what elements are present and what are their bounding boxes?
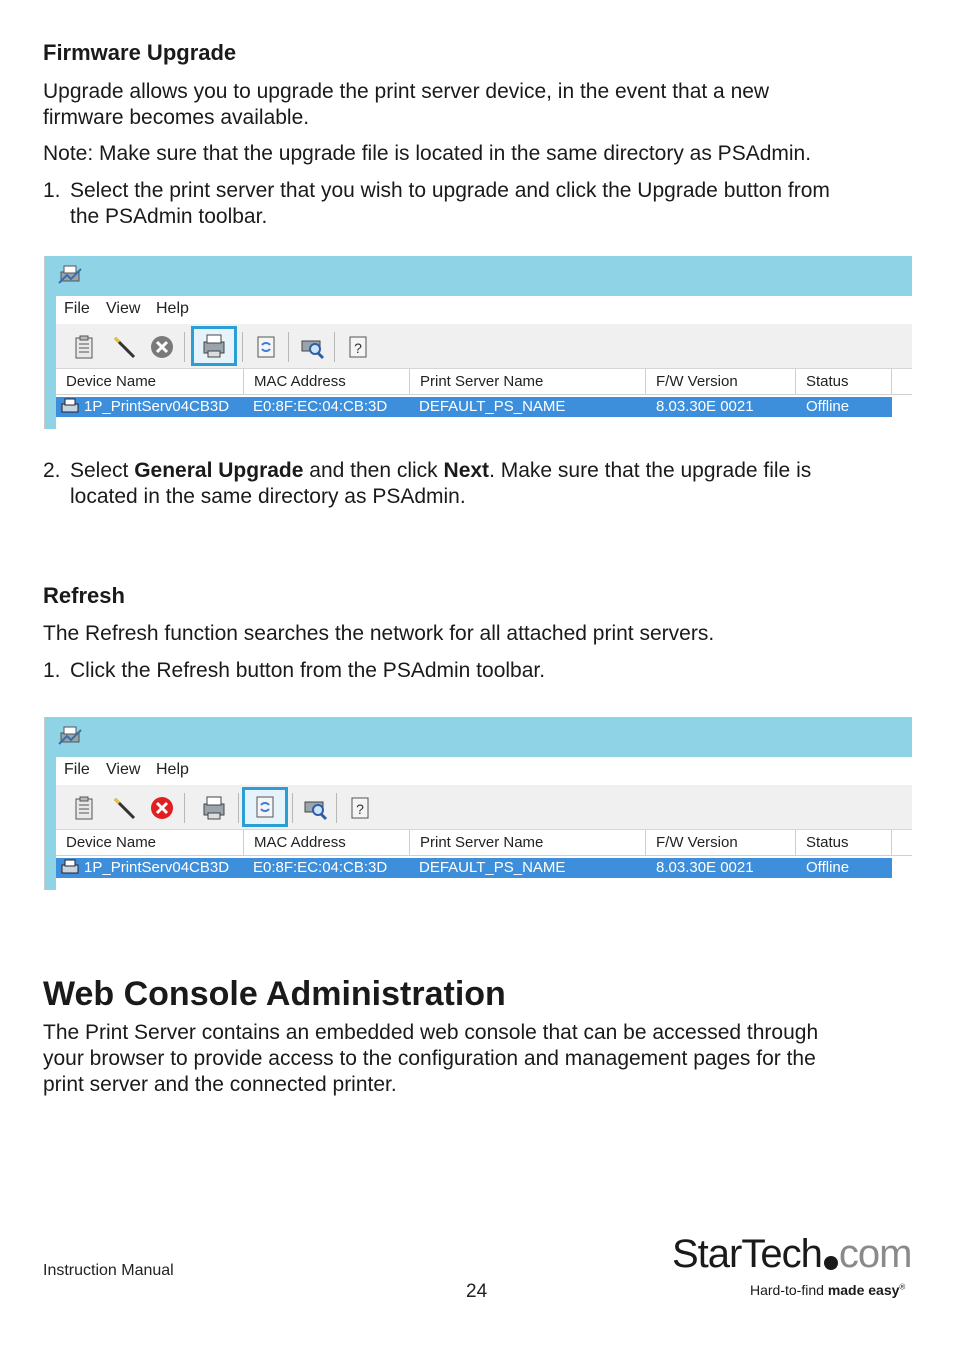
list-text: Click the Refresh button from the PSAdmin toolbar. <box>70 659 546 682</box>
search-button[interactable] <box>297 790 333 826</box>
column-device-name[interactable]: Device Name <box>56 830 244 855</box>
toolbar-separator <box>238 793 239 823</box>
upgrade-button[interactable] <box>191 326 237 366</box>
menu-help[interactable]: Help <box>156 761 189 778</box>
tagline-plain: Hard-to-find <box>750 1282 828 1298</box>
print-server-icon <box>60 859 82 877</box>
list-header <box>56 369 912 395</box>
refresh-button[interactable] <box>248 329 284 365</box>
footer-manual-label: Instruction Manual <box>43 1262 174 1279</box>
wand-icon <box>110 333 138 361</box>
web-console-heading: Web Console Administration <box>43 975 506 1013</box>
step2-general-upgrade: General Upgrade <box>134 459 304 482</box>
logo-domain: com <box>838 1232 912 1276</box>
wand-button[interactable] <box>106 329 142 365</box>
toolbar-separator <box>184 793 185 823</box>
web-console-description <box>43 1020 913 1098</box>
firmware-step-2 <box>43 458 913 510</box>
tagline-registered: ® <box>899 1282 906 1292</box>
psadmin-window-upgrade <box>44 256 912 429</box>
device-list <box>56 369 912 429</box>
logo-wordmark <box>672 1232 911 1276</box>
app-icon <box>57 263 83 287</box>
menu-view[interactable]: View <box>106 761 141 778</box>
menu-file[interactable]: File <box>64 761 90 778</box>
wand-button[interactable] <box>106 790 142 826</box>
column-mac-address[interactable]: MAC Address <box>244 369 410 394</box>
table-row[interactable] <box>56 397 892 417</box>
column-mac-address[interactable]: MAC Address <box>244 830 410 855</box>
title-bar <box>45 717 912 757</box>
properties-icon <box>70 333 98 361</box>
help-button[interactable] <box>340 329 376 365</box>
firmware-step1-line1: Select the print server that you wish to upgrade and click the Upgrade button from <box>70 179 830 202</box>
delete-button[interactable] <box>144 790 180 826</box>
cell-device-name: 1P_PrintServ04CB3D <box>84 398 230 415</box>
cell-fw-version: 8.03.30E 0021 <box>656 398 754 415</box>
firmware-step1-line2: the PSAdmin toolbar. <box>70 205 268 228</box>
search-button[interactable] <box>294 329 330 365</box>
device-list <box>56 830 912 890</box>
toolbar-separator <box>292 793 293 823</box>
list-header <box>56 830 912 856</box>
refresh-icon <box>252 333 280 361</box>
refresh-icon <box>251 793 279 821</box>
refresh-intro: The Refresh function searches the network for all attached print servers. <box>43 622 715 645</box>
delete-button[interactable] <box>144 329 180 365</box>
cell-status: Offline <box>806 859 850 876</box>
web-console-line3: print server and the connected printer. <box>43 1073 397 1096</box>
toolbar <box>56 785 912 830</box>
window-border <box>45 757 56 890</box>
search-icon <box>301 794 329 822</box>
step2-next: Next <box>443 459 490 482</box>
cell-print-server-name: DEFAULT_PS_NAME <box>419 398 566 415</box>
column-print-server-name[interactable]: Print Server Name <box>410 369 646 394</box>
list-number: 2. <box>43 459 61 482</box>
search-icon <box>298 333 326 361</box>
tagline-bold: made easy <box>827 1282 900 1298</box>
firmware-intro-line1: Upgrade allows you to upgrade the print server device, in the event that a new <box>43 80 770 103</box>
toolbar <box>56 324 912 369</box>
list-text <box>70 458 913 510</box>
menu-bar <box>56 757 912 786</box>
menu-help[interactable]: Help <box>156 300 189 317</box>
window-border <box>45 296 56 429</box>
psadmin-window-refresh <box>44 717 912 890</box>
help-icon <box>346 794 374 822</box>
startech-logo <box>672 1232 912 1302</box>
menu-bar <box>56 296 912 325</box>
list-number: 1. <box>43 659 61 682</box>
column-device-name[interactable]: Device Name <box>56 369 244 394</box>
step2-line2: located in the same directory as PSAdmin. <box>70 485 466 508</box>
step2-pre: Select <box>70 459 135 482</box>
refresh-step-1 <box>43 658 913 684</box>
cell-device-name: 1P_PrintServ04CB3D <box>84 859 230 876</box>
wand-icon <box>110 794 138 822</box>
svg-text:?: ? <box>354 340 362 356</box>
firmware-intro <box>43 79 913 131</box>
upgrade-icon <box>199 793 229 823</box>
properties-icon <box>70 794 98 822</box>
delete-icon <box>148 794 176 822</box>
step2-mid: and then click <box>303 459 444 482</box>
refresh-button[interactable] <box>242 787 288 827</box>
refresh-heading: Refresh <box>43 583 125 608</box>
logo-main: StarTech <box>672 1232 822 1276</box>
delete-icon <box>148 333 176 361</box>
firmware-intro-line2: firmware becomes available. <box>43 106 310 129</box>
upgrade-button[interactable] <box>196 790 232 826</box>
column-fw-version[interactable]: F/W Version <box>646 369 796 394</box>
list-number: 1. <box>43 179 61 202</box>
toolbar-separator <box>242 332 243 362</box>
column-status[interactable]: Status <box>796 830 892 855</box>
properties-button[interactable] <box>66 790 102 826</box>
column-status[interactable]: Status <box>796 369 892 394</box>
toolbar-separator <box>184 332 185 362</box>
cell-status: Offline <box>806 398 850 415</box>
toolbar-separator <box>336 793 337 823</box>
print-server-icon <box>60 398 82 416</box>
upgrade-icon <box>199 331 229 361</box>
firmware-note: Note: Make sure that the upgrade file is located in the same directory as PSAdmin. <box>43 142 812 165</box>
cell-print-server-name: DEFAULT_PS_NAME <box>419 859 566 876</box>
toolbar-separator <box>288 332 289 362</box>
cell-mac-address: E0:8F:EC:04:CB:3D <box>253 398 388 415</box>
web-console-line2: your browser to provide access to the configuration and management pages for the <box>43 1047 816 1070</box>
logo-dot <box>824 1256 838 1270</box>
cell-fw-version: 8.03.30E 0021 <box>656 859 754 876</box>
page-number: 24 <box>466 1281 488 1302</box>
title-bar <box>45 256 912 296</box>
properties-button[interactable] <box>66 329 102 365</box>
menu-file[interactable]: File <box>64 300 90 317</box>
column-print-server-name[interactable]: Print Server Name <box>410 830 646 855</box>
help-icon <box>344 333 372 361</box>
svg-text:?: ? <box>356 801 364 817</box>
table-row[interactable] <box>56 858 892 878</box>
column-fw-version[interactable]: F/W Version <box>646 830 796 855</box>
firmware-upgrade-heading: Firmware Upgrade <box>43 40 237 65</box>
help-button[interactable] <box>342 790 378 826</box>
list-text <box>70 178 913 230</box>
toolbar-separator <box>334 332 335 362</box>
app-icon <box>57 724 83 748</box>
menu-view[interactable]: View <box>106 300 141 317</box>
cell-mac-address: E0:8F:EC:04:CB:3D <box>253 859 388 876</box>
step2-post: . Make sure that the upgrade file is <box>489 459 812 482</box>
web-console-line1: The Print Server contains an embedded web console that can be accessed through <box>43 1021 819 1044</box>
firmware-step-1 <box>43 178 913 230</box>
logo-tagline <box>750 1282 905 1298</box>
